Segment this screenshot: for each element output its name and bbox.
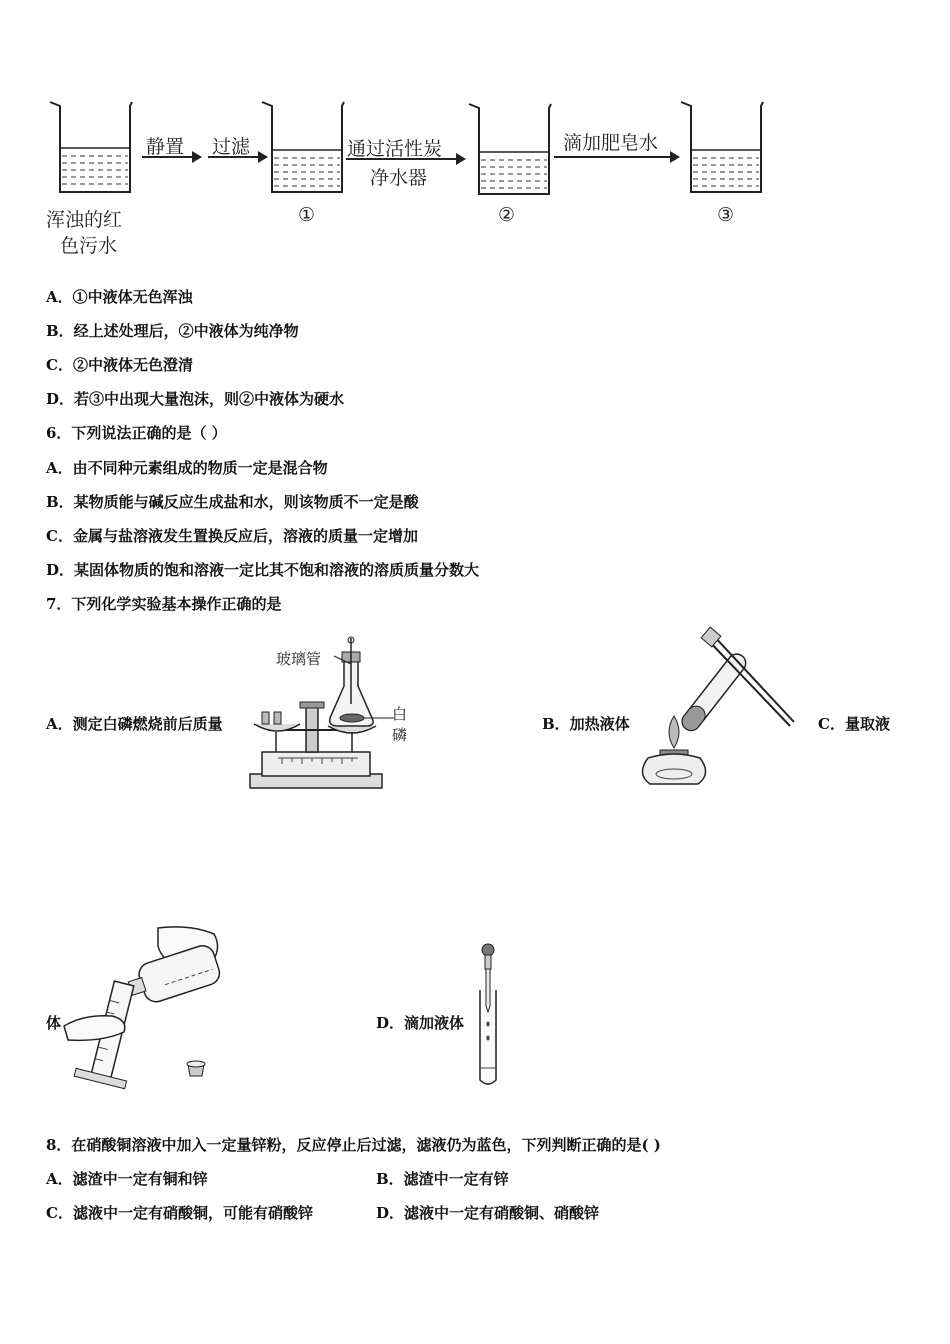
- q5-option-c: C．②中液体无色澄清: [46, 356, 193, 374]
- heating-liquid-figure: [638, 628, 798, 788]
- q5-option-d: D．若③中出现大量泡沫，则②中液体为硬水: [46, 390, 345, 408]
- q7-option-a: A．测定白磷燃烧前后质量: [46, 715, 223, 733]
- q8-stem: 8．在硝酸铜溶液中加入一定量锌粉，反应停止后过滤，滤液仍为蓝色，下列判断正确的是( ): [46, 1136, 661, 1154]
- beaker-1: [260, 100, 346, 195]
- q7-option-d: D．滴加液体: [376, 1014, 465, 1032]
- q7-stem: 7．下列化学实验基本操作正确的是: [46, 595, 282, 613]
- q6-option-d: D．某固体物质的饱和溶液一定比其不饱和溶液的溶质质量分数大: [46, 561, 480, 579]
- beaker-2: [467, 102, 553, 197]
- white-phosphorus-label-1: 白: [392, 705, 408, 723]
- step-carbon-label-line2: 净水器: [370, 167, 428, 189]
- q8-option-c: C．滤液中一定有硝酸铜，可能有硝酸锌: [46, 1204, 313, 1222]
- q8-option-d: D．滤液中一定有硝酸铜、硝酸锌: [376, 1204, 600, 1222]
- q7-option-c-part1: C．量取液: [818, 715, 890, 733]
- beaker-red-sewage: [48, 100, 134, 195]
- beaker-3-label: ③: [717, 204, 735, 226]
- q6-option-c: C．金属与盐溶液发生置换反应后，溶液的质量一定增加: [46, 527, 418, 545]
- start-label-line1: 浑浊的红: [46, 209, 123, 231]
- arrow-right-icon: [552, 150, 682, 164]
- q8-option-b: B．滤渣中一定有锌: [376, 1170, 509, 1188]
- q7-option-b: B．加热液体: [542, 715, 630, 733]
- beaker-2-label: ②: [498, 204, 516, 226]
- step-filter-label: 过滤: [212, 136, 251, 158]
- arrow-right-icon: [140, 150, 204, 164]
- step-carbon-label-line1: 通过活性炭: [347, 138, 443, 160]
- measuring-cylinder-pouring-figure: [62, 922, 232, 1092]
- q6-stem: 6．下列说法正确的是（ ）: [46, 424, 227, 442]
- step-soap-label: 滴加肥皂水: [563, 132, 659, 154]
- white-phosphorus-label-2: 磷: [392, 726, 408, 744]
- q8-option-a: A．滤渣中一定有铜和锌: [46, 1170, 208, 1188]
- glass-tube-label: 玻璃管: [276, 650, 322, 668]
- start-label-line2: 色污水: [60, 235, 118, 257]
- q6-option-a: A．由不同种元素组成的物质一定是混合物: [46, 459, 328, 477]
- dropper-into-test-tube-figure: [468, 940, 508, 1090]
- q6-option-b: B．某物质能与碱反应生成盐和水，则该物质不一定是酸: [46, 493, 419, 511]
- q7-option-c-part2: 体: [46, 1014, 62, 1032]
- q5-option-b: B．经上述处理后，②中液体为纯净物: [46, 322, 299, 340]
- q5-option-a: A．①中液体无色浑浊: [46, 288, 193, 306]
- beaker-1-label: ①: [298, 204, 316, 226]
- step-settle-label: 静置: [146, 136, 185, 158]
- beaker-3: [679, 100, 765, 195]
